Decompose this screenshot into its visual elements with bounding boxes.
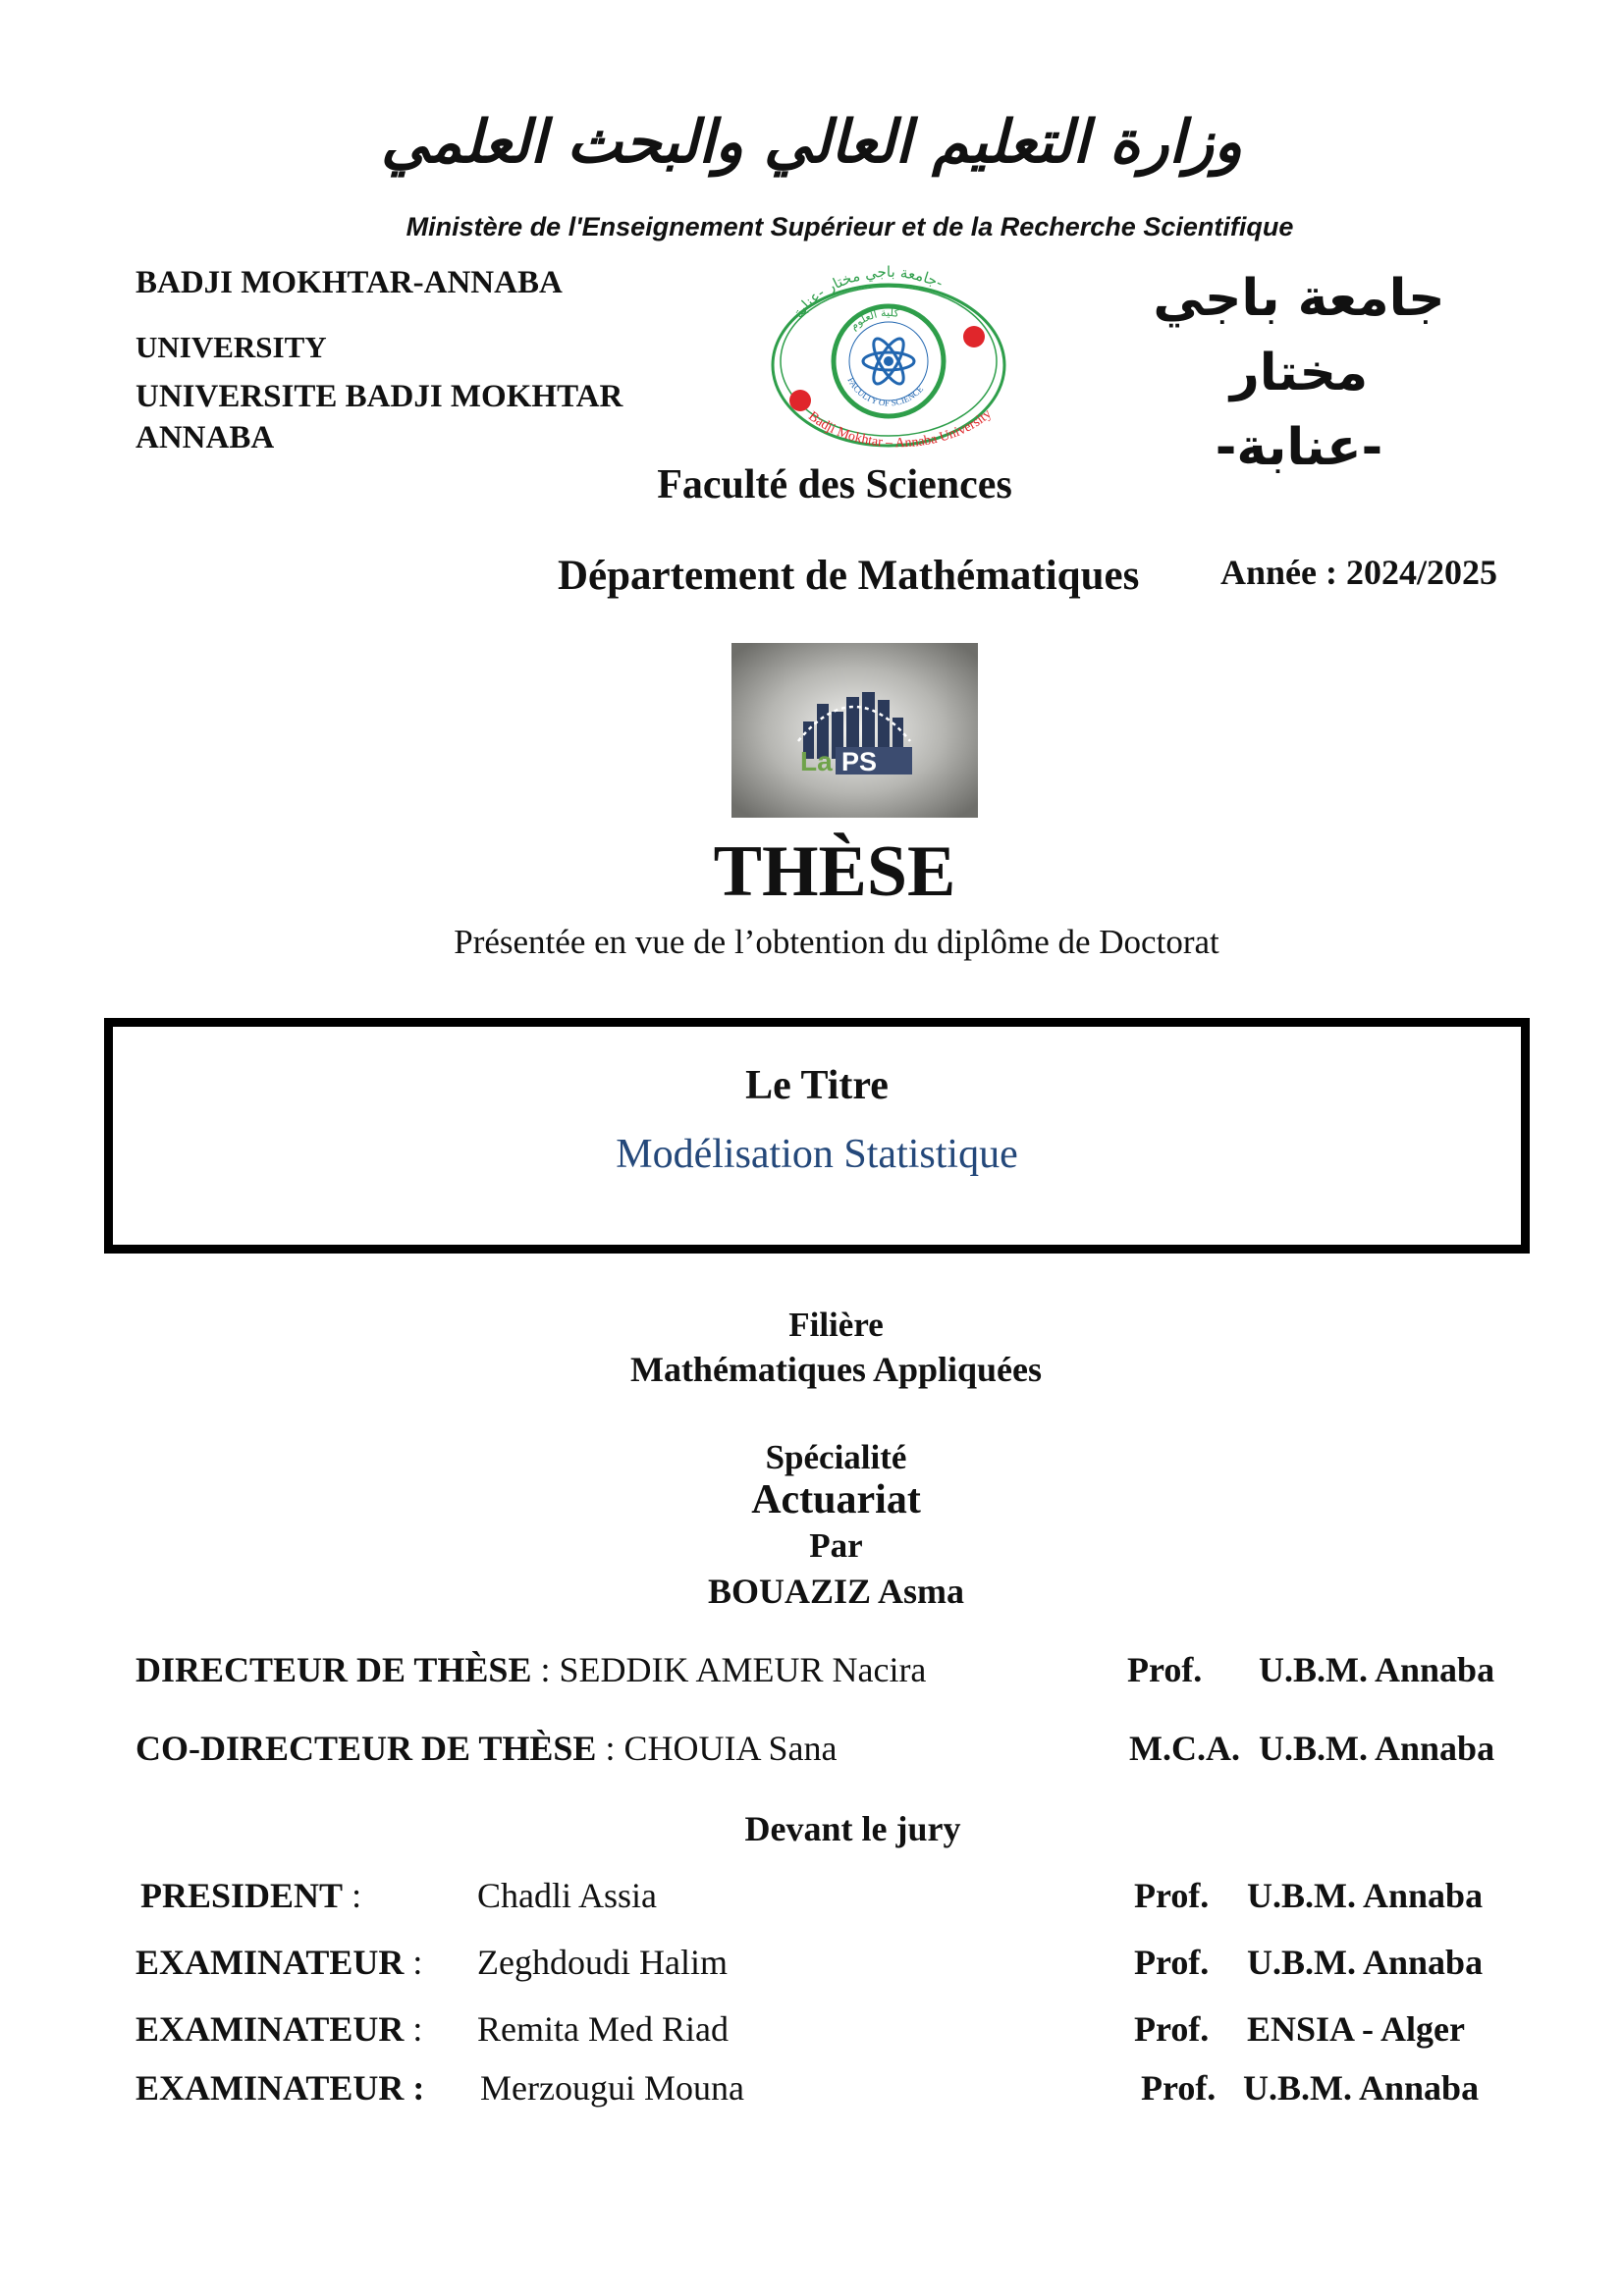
par-label: Par (809, 1526, 863, 1565)
jury-name: Zeghdoudi Halim (477, 1943, 728, 1982)
department-name: Département de Mathématiques (558, 553, 1140, 599)
filiere-label: Filière (788, 1306, 884, 1344)
thesis-title: Modélisation Statistique (616, 1132, 1018, 1177)
jury-institution: U.B.M. Annaba (1243, 2068, 1480, 2108)
jury-name: Merzougui Mouna (480, 2068, 744, 2108)
jury-grade: Prof. (1134, 1876, 1210, 1915)
university-arabic-line2: -عنابة- (1215, 418, 1383, 477)
faculty-name: Faculté des Sciences (657, 462, 1012, 507)
filiere-value: Mathématiques Appliquées (629, 1350, 1043, 1389)
university-name-arabic (1132, 261, 1466, 485)
university-name-line1: BADJI MOKHTAR-ANNABA (135, 265, 563, 300)
supervision-role: DIRECTEUR DE THÈSE (135, 1650, 532, 1689)
specialite-value: Actuariat (751, 1477, 921, 1522)
supervision-separator: : (596, 1729, 624, 1768)
jury-role-separator: : (404, 1943, 423, 1982)
jury-role (135, 1942, 422, 1983)
specialite-label: Spécialité (765, 1438, 907, 1476)
jury-role-label: PRESIDENT (140, 1876, 344, 1915)
jury-role (140, 1875, 361, 1916)
university-arabic-line1: جامعة باجي مختار (1153, 269, 1445, 402)
title-label: Le Titre (745, 1063, 889, 1108)
jury-institution: ENSIA - Alger (1247, 2009, 1466, 2049)
author-name: BOUAZIZ Asma (707, 1572, 965, 1611)
presented-for-line: Présentée en vue de l’obtention du diplôme de Doctorat (454, 923, 1219, 961)
supervision-separator: : (531, 1650, 560, 1689)
laps-lab-logo (731, 643, 978, 818)
jury-name: Chadli Assia (477, 1876, 658, 1915)
document-type-title: THÈSE (713, 831, 956, 912)
university-name-line2: UNIVERSITY (135, 330, 327, 364)
supervision-institution: U.B.M. Annaba (1259, 1729, 1495, 1768)
logo-ring-text: جامعة باجي مختار -عنابة- (789, 262, 947, 322)
supervision-row (135, 1649, 926, 1690)
faculty-of-science-logo (756, 257, 1021, 463)
supervision-grade: M.C.A. (1129, 1729, 1240, 1768)
thesis-title-box (104, 1018, 1530, 1254)
jury-institution: U.B.M. Annaba (1247, 1876, 1484, 1915)
university-name-line3: UNIVERSITE BADJI MOKHTAR (135, 379, 623, 414)
logo-inner-arabic: كلية العلوم (847, 306, 900, 333)
jury-role-separator: : (343, 1876, 362, 1915)
jury-grade: Prof. (1141, 2068, 1217, 2108)
jury-role (135, 2008, 422, 2050)
laps-text-ps: PS (841, 747, 878, 776)
supervision-row (135, 1728, 837, 1769)
supervision-grade: Prof. (1127, 1650, 1203, 1689)
jury-role-separator: : (404, 2009, 423, 2049)
supervision-name: CHOUIA Sana (623, 1729, 838, 1768)
laps-text-la: La (800, 746, 833, 776)
logo-bottom-text: Badji Mokhtar – Annaba University (805, 406, 995, 452)
university-name-line4: ANNABA (135, 420, 275, 455)
jury-grade: Prof. (1134, 1943, 1210, 1982)
supervision-role: CO-DIRECTEUR DE THÈSE (135, 1729, 597, 1768)
academic-year: Année : 2024/2025 (1220, 553, 1497, 592)
logo-inner-english: FACULTY OF SCIENCE (845, 375, 926, 408)
ministry-arabic: وزارة التعليم العالي والبحث العلمي (380, 108, 1243, 177)
jury-role-label: EXAMINATEUR (135, 2009, 405, 2049)
jury-institution: U.B.M. Annaba (1247, 1943, 1484, 1982)
supervision-name: SEDDIK AMEUR Nacira (559, 1650, 927, 1689)
jury-heading: Devant le jury (744, 1809, 961, 1848)
jury-role (135, 2067, 424, 2109)
jury-name: Remita Med Riad (477, 2009, 729, 2049)
supervision-institution: U.B.M. Annaba (1259, 1650, 1495, 1689)
ministry-french: Ministère de l'Enseignement Supérieur et de la Recherche Scientifique (406, 212, 1294, 241)
jury-role-label: EXAMINATEUR : (135, 2068, 425, 2108)
jury-role-label: EXAMINATEUR (135, 1943, 405, 1982)
jury-grade: Prof. (1134, 2009, 1210, 2049)
